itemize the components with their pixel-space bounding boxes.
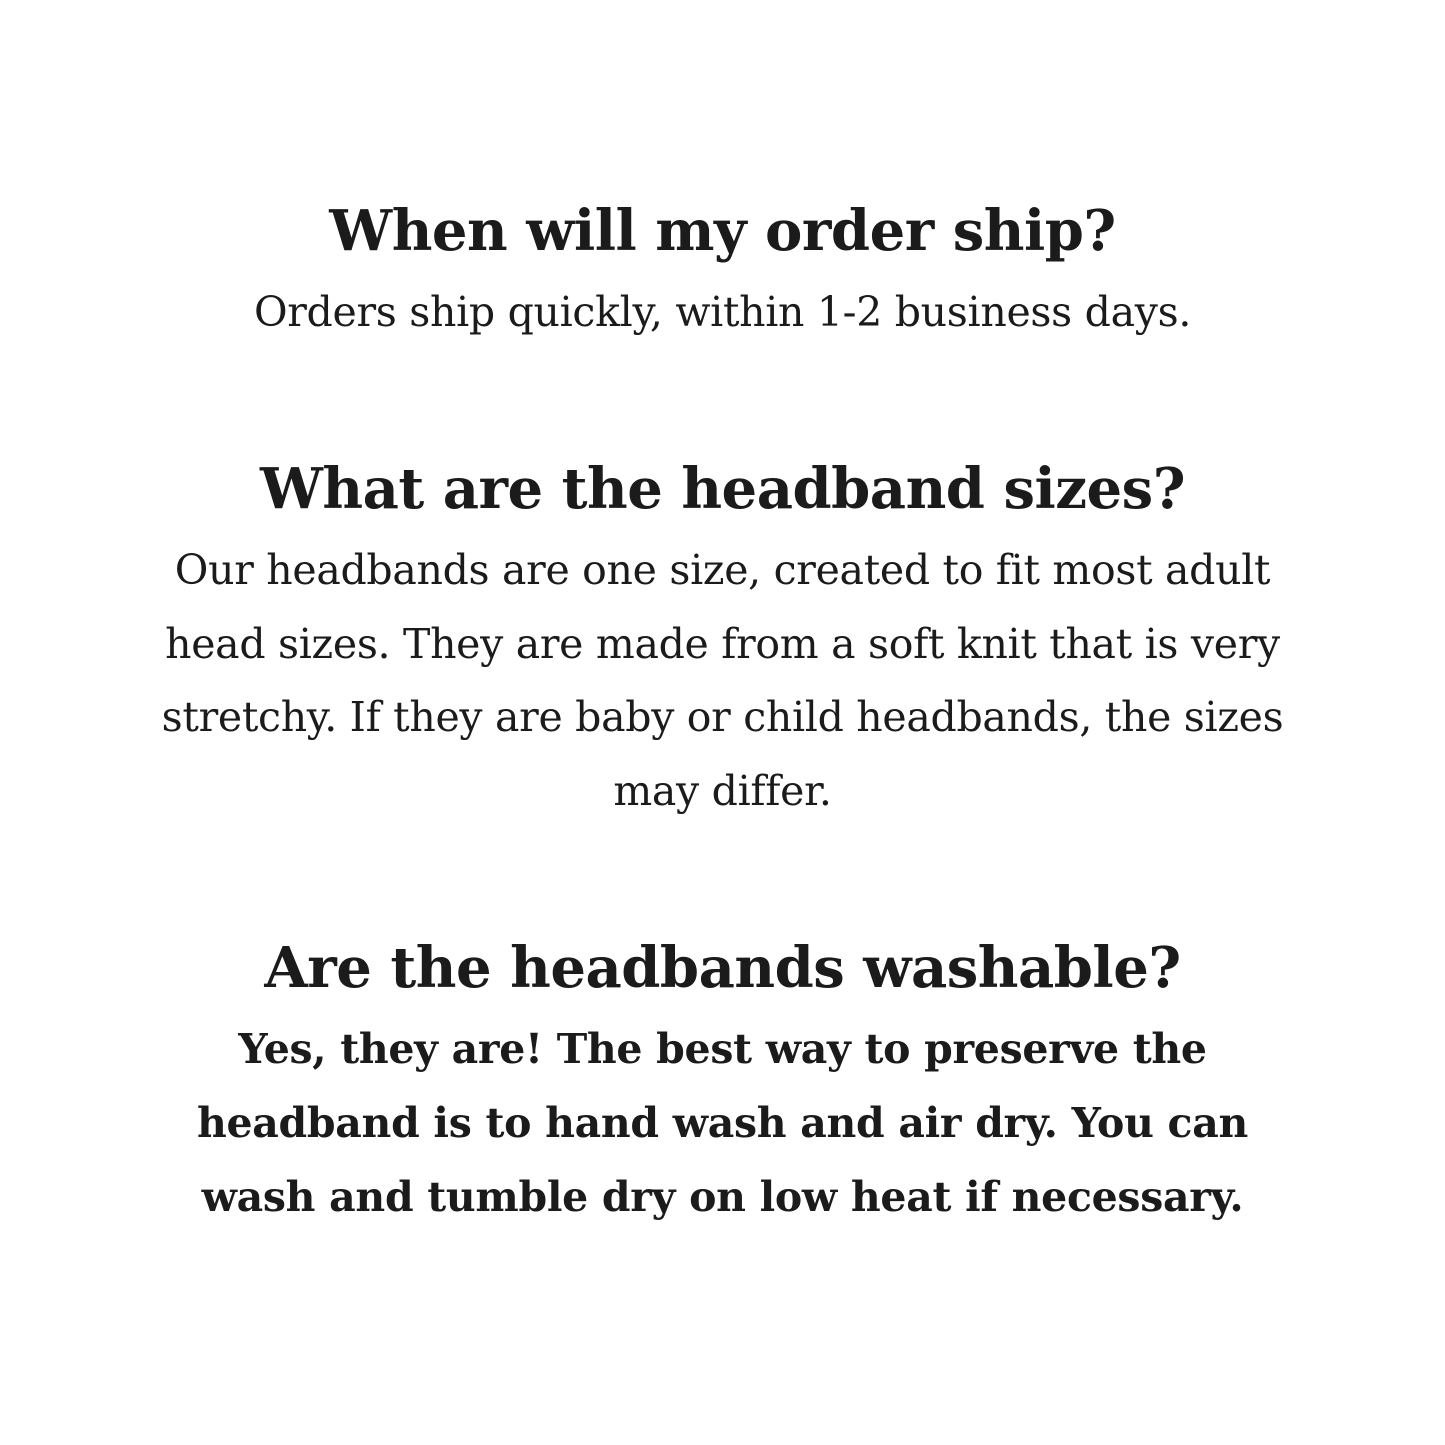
faq-section-sizes	[0, 454, 1445, 829]
faq-question-shipping: When will my order ship?	[329, 198, 1116, 264]
faq-section-shipping	[0, 196, 1445, 350]
faq-answer-sizes: Our headbands are one size, created to fit most adult head sizes. They are made from a soft knit that is very stretchy. If they are baby or child headbands, the sizes may differ.	[161, 545, 1284, 816]
faq-question-sizes: What are the headband sizes?	[259, 455, 1186, 522]
faq-answer-washing: Yes, they are! The best way to preserve the headband is to hand wash and air dry. You can wash and tumble dry on low heat if necessary.	[197, 1024, 1248, 1221]
faq-question-washing: Are the headbands washable?	[264, 934, 1181, 1001]
faq-section-washing	[0, 933, 1445, 1234]
faq-answer-shipping: Orders ship quickly, within 1-2 business days.	[253, 288, 1192, 336]
